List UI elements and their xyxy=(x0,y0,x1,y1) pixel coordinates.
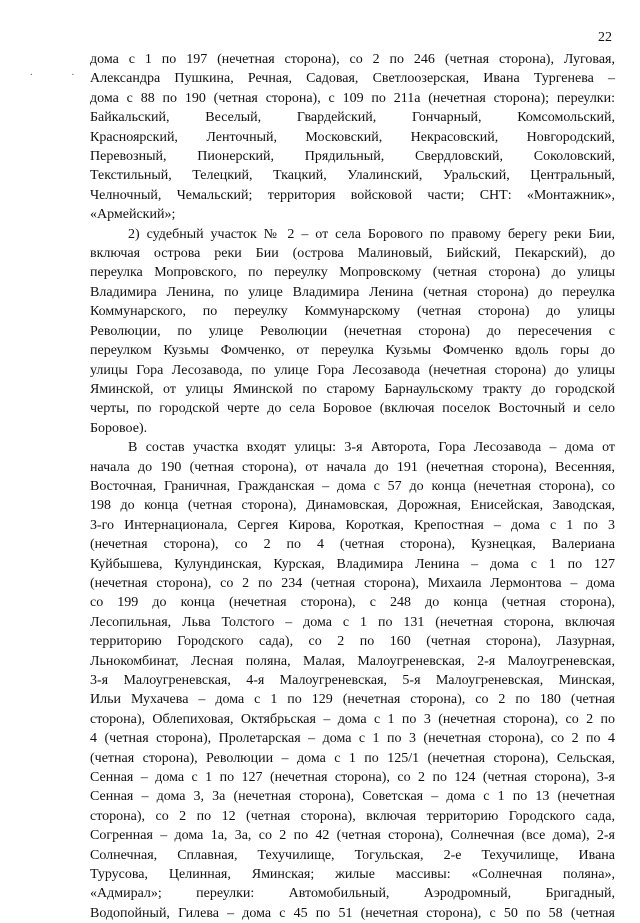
text-line: Байкальский, Веселый, Гвардейский, Гончарный, Комсомольский, xyxy=(90,110,615,126)
text-line: Коммунарского, по переулку Коммунарскому (четная сторона) до улицы xyxy=(90,304,615,320)
text-line: Ильи Мухачева – дома с 1 по 129 (нечетная сторона), со 2 по 180 (четная xyxy=(90,692,615,708)
document-body xyxy=(90,50,615,923)
text-line: переулка Мопровского, по переулку Мопровскому (четная сторона) до улицы xyxy=(90,265,615,281)
text-line: переулком Кузьмы Фомченко, от переулка Кузьмы Фомченко вдоль горы до xyxy=(90,343,615,359)
text-line: Перевозный, Пионерский, Прядильный, Свердловский, Соколовский, xyxy=(90,149,615,165)
text-line: Александра Пушкина, Речная, Садовая, Светлоозерская, Ивана Тургенева – xyxy=(90,71,615,87)
text-line: (четная сторона), Революции – дома с 1 по 125/1 (нечетная сторона), Сельская, xyxy=(90,750,615,766)
paragraph-1 xyxy=(90,50,615,225)
text-line: дома с 1 по 197 (нечетная сторона), со 2 по 246 (четная сторона), Луговая, xyxy=(90,52,615,67)
paragraph-2 xyxy=(90,225,615,438)
text-line: Лесопильная, Льва Толстого – дома с 1 по 131 (нечетная сторона, включая xyxy=(90,614,615,630)
text-line: Согренная – дома 1а, 3а, со 2 по 42 (четная сторона), Солнечная (все дома), 2-я xyxy=(90,828,615,844)
page-number: 22 xyxy=(598,30,612,45)
text-line: Водопойный, Гилева – дома с 45 по 51 (нечетная сторона), с 50 по 58 (четная xyxy=(90,905,615,921)
text-line: Сенная – дома с 1 по 127 (нечетная сторона), со 2 по 124 (четная сторона), 3-я xyxy=(90,770,615,786)
paragraph-3 xyxy=(90,438,615,923)
text-line: Боровое). xyxy=(90,420,148,436)
text-line: со 199 до конца (нечетная сторона), с 248 до конца (четная сторона), xyxy=(90,595,615,611)
text-line: сторона), Облепиховая, Октябрьская – дома с 1 по 3 (нечетная сторона), со 2 по xyxy=(90,711,615,727)
text-line: 4 (четная сторона), Пролетарская – дома с 1 по 3 (нечетная сторона), со 2 по 4 xyxy=(90,731,615,747)
text-line: сторона), со 2 по 12 (четная сторона), включая территорию Городского сада, xyxy=(90,808,615,824)
text-line: Солнечная, Сплавная, Техучилище, Тогульская, 2-е Техучилище, Ивана xyxy=(90,847,615,863)
text-line: 2) судебный участок № 2 – от села Борового по правому берегу реки Бии, xyxy=(128,226,615,242)
text-line: Челночный, Чемальский; территория войсковой части; СНТ: «Монтажник», xyxy=(90,187,615,203)
text-line: Льнокомбинат, Лесная поляна, Малая, Малоугреневская, 2-я Малоугреневская, xyxy=(90,653,615,669)
text-line: Красноярский, Ленточный, Московский, Некрасовский, Новгородский, xyxy=(90,129,615,145)
text-line: Сенная – дома 3, 3а (нечетная сторона), Советская – дома с 1 по 13 (нечетная xyxy=(90,789,615,805)
text-line: 3-я Малоугреневская, 4-я Малоугреневская, 5-я Малоугреневская, Минская, xyxy=(90,673,615,688)
text-line: черты, по городской черте до села Боровое (включая поселок Восточный и село xyxy=(90,401,615,417)
text-line: (нечетная сторона), со 2 по 4 (четная сторона), Кузнецкая, Валериана xyxy=(90,537,615,553)
text-line: улицы Гора Лесозавода, по улице Гора Лесозавода (нечетная сторона) до улицы xyxy=(90,362,615,378)
text-line: начала до 190 (четная сторона), от начала до 191 (нечетная сторона), Весенняя, xyxy=(90,459,615,475)
text-line: Куйбышева, Кулундинская, Курская, Владимира Ленина – дома с 1 по 127 xyxy=(90,556,615,572)
text-line: «Армейский»; xyxy=(90,207,176,223)
text-line: включая острова реки Бии (острова Малиновый, Бийский, Пекарский), до xyxy=(90,246,615,262)
text-line: Владимира Ленина, по улице Владимира Ленина (четная сторона) до переулка xyxy=(90,284,615,300)
text-line: В состав участка входят улицы: 3-я Авторота, Гора Лесозавода – дома от xyxy=(128,440,615,456)
text-line: (нечетная сторона), со 2 по 234 (четная сторона), Михаила Лермонтова – дома xyxy=(90,575,615,591)
text-line: «Адмирал»; переулки: Автомобильный, Аэродромный, Бригадный, xyxy=(90,886,615,902)
text-line: Революции, по улице Революции (нечетная сторона) до пересечения с xyxy=(90,323,615,339)
text-line: дома с 88 по 190 (четная сторона), с 109 по 211а (нечетная сторона); переулки: xyxy=(90,90,615,106)
text-line: Текстильный, Телецкий, Ткацкий, Улалинский, Уральский, Центральный, xyxy=(90,168,615,184)
text-line: Турусова, Целинная, Яминская; жилые массивы: «Солнечная поляна», xyxy=(90,867,615,883)
text-line: 3-го Интернационала, Сергея Кирова, Короткая, Крепостная – дома с 1 по 3 xyxy=(90,517,615,533)
text-line: Яминской, от улицы Яминской по старому Барнаульскому тракту до городской xyxy=(90,381,615,397)
text-line: 198 до конца (четная сторона), Динамовская, Дорожная, Енисейская, Заводская, xyxy=(90,498,615,514)
text-line: территорию Городского сада), со 2 по 160 (четная сторона), Лазурная, xyxy=(90,634,615,650)
text-line: Восточная, Граничная, Гражданская – дома с 57 до конца (нечетная сторона), со xyxy=(90,478,615,494)
margin-marks: . . xyxy=(30,66,93,78)
